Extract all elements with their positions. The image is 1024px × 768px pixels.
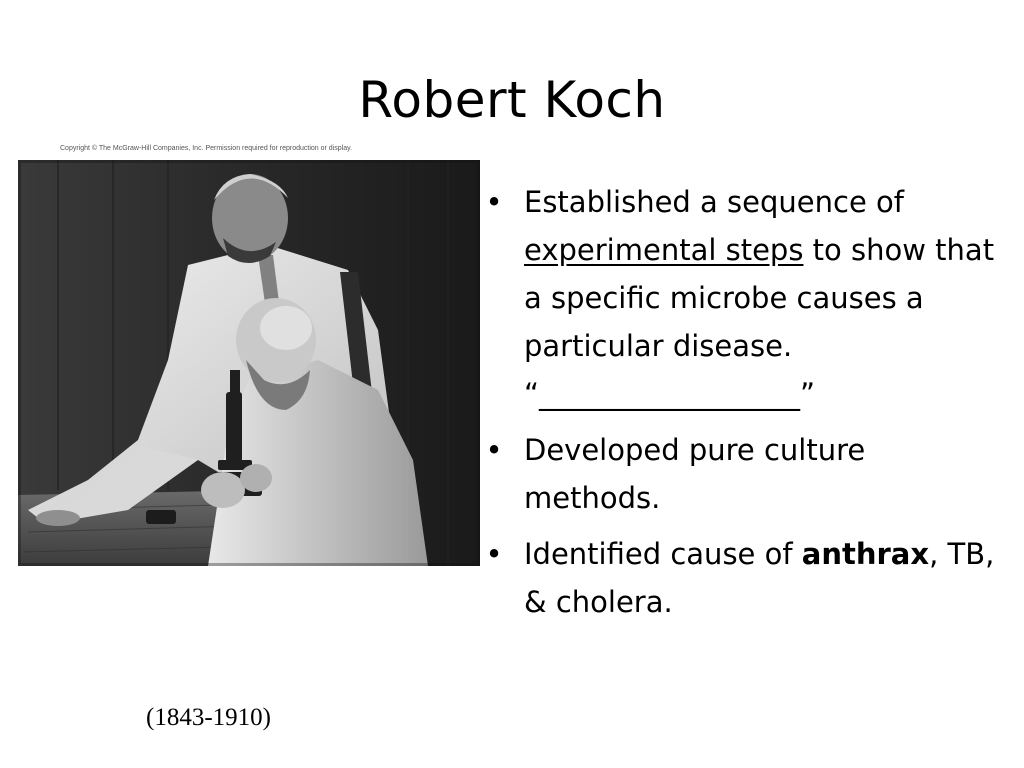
bullet-text: Developed pure culture methods. [524, 433, 866, 515]
bullet-item-causes [480, 530, 1000, 626]
slide-title: Robert Koch [358, 71, 666, 129]
bullet-item-culture [480, 426, 1000, 522]
bullet-text: Established a sequence of [524, 185, 904, 219]
date-caption: (1843-1910) [146, 704, 271, 731]
underlined-term: experimental steps [524, 233, 804, 267]
bullet-icon: • [485, 537, 503, 571]
portrait-photo [18, 160, 480, 566]
fill-in-blank: “__________________” [524, 377, 816, 411]
bullet-icon: • [485, 433, 503, 467]
bullet-item-sequence [480, 178, 1000, 418]
bullet-text: Identified cause of [524, 537, 802, 571]
koch-photo-image [18, 160, 480, 566]
bullet-icon: • [485, 185, 503, 219]
bullet-text: , TB, & cholera. [524, 537, 995, 619]
bullet-text: to show that a specific microbe causes a particular disease. [524, 233, 995, 363]
bullet-list [480, 178, 1000, 634]
copyright-notice: Copyright © The McGraw-Hill Companies, Inc. Permission required for reproduction or display. [60, 145, 353, 152]
bold-term: anthrax [801, 537, 930, 571]
